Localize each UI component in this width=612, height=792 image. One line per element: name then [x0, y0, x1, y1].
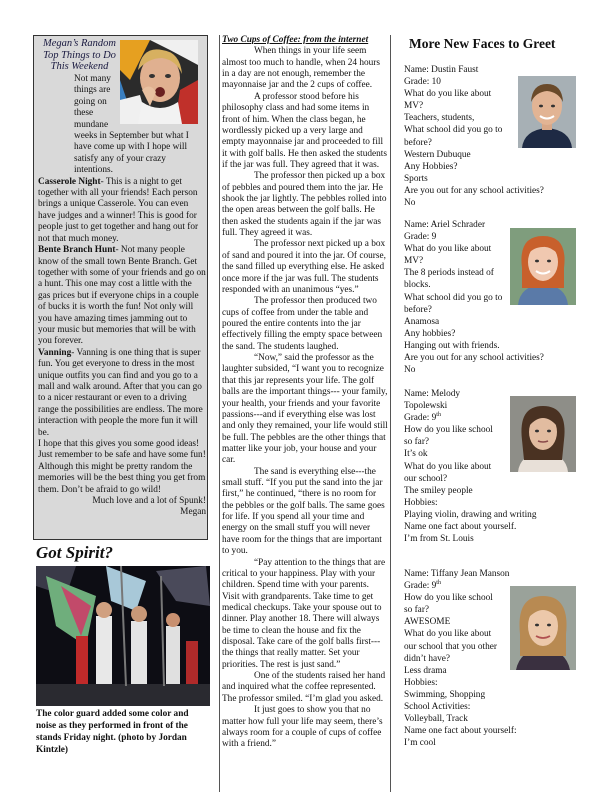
story-title: Two Cups of Coffee: from the internet	[222, 35, 369, 45]
megan-item-vanning	[38, 348, 206, 439]
portrait-image	[518, 76, 576, 148]
grade-suffix: th	[436, 580, 441, 587]
grade-text: Grade: 9	[404, 413, 437, 424]
megan-signoff: Much love and a lot of Spunk!	[92, 496, 206, 507]
story-paragraph: One of the students raised her hand and inquired what the coffee represented. The professor smiled. “I’m glad you asked.	[222, 671, 386, 704]
dustin-faust-photo	[518, 76, 576, 148]
grade-text: Grade: 9	[404, 581, 437, 592]
profile-line: Name one fact about yourself.	[404, 522, 517, 533]
profile-line: What do you like about	[404, 89, 492, 100]
ariel-schrader-photo	[510, 228, 576, 305]
profile-line: Any hobbies?	[404, 328, 456, 339]
profile-line: How do you like school	[404, 425, 493, 436]
profile-line: The 8 periods instead of	[404, 268, 494, 279]
profile-line: MV?	[404, 256, 424, 267]
profile-line: Name: Ariel Schrader	[404, 220, 486, 230]
profile-line: Less drama	[404, 665, 447, 676]
color-guard-image	[36, 566, 210, 706]
portrait-image	[510, 396, 576, 472]
profile-line: Grade: 10	[404, 77, 441, 88]
profile-line: Hanging out with friends.	[404, 340, 500, 351]
profile-line: our school?	[404, 473, 448, 484]
two-cups-story	[219, 35, 391, 792]
profile-line: Sports	[404, 173, 428, 184]
color-guard-caption: The color guard added some color and noise as they performed in front of the stands Friday night. (photo by Jordan Kintzle)	[36, 709, 189, 755]
profile-line: Any Hobbies?	[404, 161, 458, 172]
megan-body	[38, 74, 206, 519]
new-faces-heading: More New Faces to Greet	[409, 36, 556, 51]
megan-signature: Megan	[180, 507, 206, 518]
megan-random-box	[33, 35, 208, 540]
profile-line: so far?	[404, 437, 430, 448]
profile-line: School Activities:	[404, 702, 471, 713]
profile-line: Name: Dustin Faust	[404, 65, 479, 75]
item-text: - Vanning is one thing that is super fun. You get everyone to dress in the most unique outfits you can find and you go to a mall and walk around. After that you can go to a nicer restaurant or even to a driving range the possibilities are endless. The more interaction with people the more fun it will be.	[38, 347, 203, 438]
profile-line: The smiley people	[404, 485, 473, 496]
profile-line: so far?	[404, 605, 430, 616]
profile-line: Hobbies:	[404, 497, 438, 508]
megan-item-casserole	[38, 177, 206, 245]
profile-line: What school did you go to	[404, 125, 503, 136]
item-name: Casserole Night	[38, 176, 101, 187]
got-spirit-heading: Got Spirit?	[36, 543, 113, 562]
megan-box-title: Megan’s Random Top Things to Do This Weekend	[42, 38, 116, 72]
megan-closing: I hope that this gives you some good ideas! Just remember to be safe and have some fun! Although this might be pretty random the memories will be the best thing you get from them. Don’t be afraid to go wild!	[38, 439, 206, 495]
profile-line: our school that you other	[404, 641, 497, 652]
color-guard-photo	[36, 566, 210, 706]
story-paragraph: The professor next picked up a box of sand and poured it into the jar. Of course, the sand filled up everything else. He asked once more if the jar was full. The students responded with an unanimous “yes.”	[222, 239, 386, 295]
grade-suffix: th	[436, 412, 441, 419]
story-paragraph: The sand is everything else---the small stuff. “If you put the sand into the jar first,” he continued, “there is no room for the pebbles or the golf balls. The same goes for life. If you spend all your time and energy on the small stuff you will never have room for the things that are important to you.	[222, 466, 385, 557]
profile-line: Are you out for any school activities?	[404, 185, 544, 196]
profile-line: Name: Melody	[404, 389, 461, 399]
profile-line: Western Dubuque	[404, 149, 471, 160]
story-paragraph: The professor then produced two cups of coffee from under the table and poured the entire contents into the jar effectively filling the empty space between the sand. The students laughed.	[222, 296, 383, 352]
story-paragraph: A professor stood before his philosophy class and had some items in front of him. When the class began, he wordlessly picked up a very large and empty mayonnaise jar and proceeded to fill it with golf balls. He then asked the students if the jar was full. They agreed that it was.	[222, 91, 387, 170]
profile-line: before?	[404, 137, 432, 148]
profile-line: Hobbies:	[404, 677, 438, 688]
profile-line: Grade: 9	[404, 232, 437, 243]
story-paragraph: When things in your life seem almost too much to handle, when 24 hours in a day are not enough, remember the mayonnaise jar and the 2 cups of coffee.	[222, 46, 381, 91]
profile-line: What school did you go to	[404, 292, 503, 303]
item-name: Bente Branch Hunt	[38, 245, 116, 256]
profile-line: How do you like school	[404, 593, 493, 604]
profile-line: No	[404, 198, 416, 209]
profile-line: Volleyball, Track	[404, 714, 468, 725]
profile-line: Anamosa	[404, 316, 440, 327]
megan-item-bente-branch	[38, 245, 206, 348]
story-paragraph: “Now,” said the professor as the laughter subsided, “I want you to recognize that this jar represents your life. The golf balls are the important things--- your family, your health, your friends and your favorite passions---and if everything else was lost and only they remained, your life would still be full. The pebbles are the other things that matter like your job, your house and your car.	[222, 353, 388, 466]
profile-line: No	[404, 365, 416, 376]
profile-line: Are you out for any school activities?	[404, 353, 544, 364]
portrait-image	[510, 586, 576, 670]
story-paragraph: “Pay attention to the things that are critical to your happiness. Play with your children. Spend time with your parents. Visit with grandparents. Take time to get medical checkups. Take your spouse out to dinner. Play another 18. There will always be time to clean the house and fix the disposal. Take care of the golf balls first---the things that really matter. Set your priorities. The rest is just sand.”	[222, 557, 386, 670]
story-paragraph: It just goes to show you that no matter how full your life may seem, there’s always room for a couple of cups of coffee with a friend.”	[222, 705, 383, 750]
profile-line: Name one fact about yourself:	[404, 726, 517, 737]
item-text: - Not many people know of the small town Bente Branch. Get together with some of your friends and go on a hunt. This one may cost a little with the gas prices but if everyone chips in a couple of bucks it is worth the fun! Not only will you have amazing times jamming out to your music but memories that will be with you forever.	[38, 245, 206, 347]
megan-intro: Not many things are going on these mundane weeks in September but what I have come up with I hope will satisfy any of your crazy intentions.	[74, 74, 189, 176]
profile-line: I’m cool	[404, 738, 436, 749]
profile-line: AWESOME	[404, 617, 451, 628]
item-text: - This is a night to get together with all your friends! Each person brings a unique Casserole. You can even have judges and a winner! This is good for people just to get together and hang out for not that much money.	[38, 176, 199, 244]
profile-line: Teachers, students,	[404, 113, 475, 124]
profile-line: I’m from St. Louis	[404, 534, 474, 545]
story-paragraph: The professor then picked up a box of pebbles and poured them into the jar. He shook the jar lightly. The pebbles rolled into the open areas between the golf balls. He then asked the students again if the jar was full. They agreed it was.	[222, 171, 387, 239]
item-name: Vanning	[38, 347, 72, 358]
profile-line: What do you like about	[404, 461, 492, 472]
melody-topolewski-photo	[510, 396, 576, 472]
tiffany-manson-photo	[510, 586, 576, 670]
profile-line: MV?	[404, 101, 424, 112]
profile-line: What do you like about	[404, 244, 492, 255]
profile-line: What do you like about	[404, 629, 492, 640]
profile-line: didn’t have?	[404, 653, 451, 664]
profile-line: It’s ok	[404, 449, 428, 460]
profile-line: Name: Tiffany Jean Manson	[404, 569, 510, 579]
profile-line: before?	[404, 304, 432, 315]
portrait-image	[510, 228, 576, 305]
profile-line: blocks.	[404, 280, 431, 291]
photo-text-wrap	[120, 74, 206, 130]
profile-line: Topolewski	[404, 401, 448, 412]
profile-line: Swimming, Shopping	[404, 689, 486, 700]
profile-line: Playing violin, drawing and writing	[404, 509, 537, 520]
